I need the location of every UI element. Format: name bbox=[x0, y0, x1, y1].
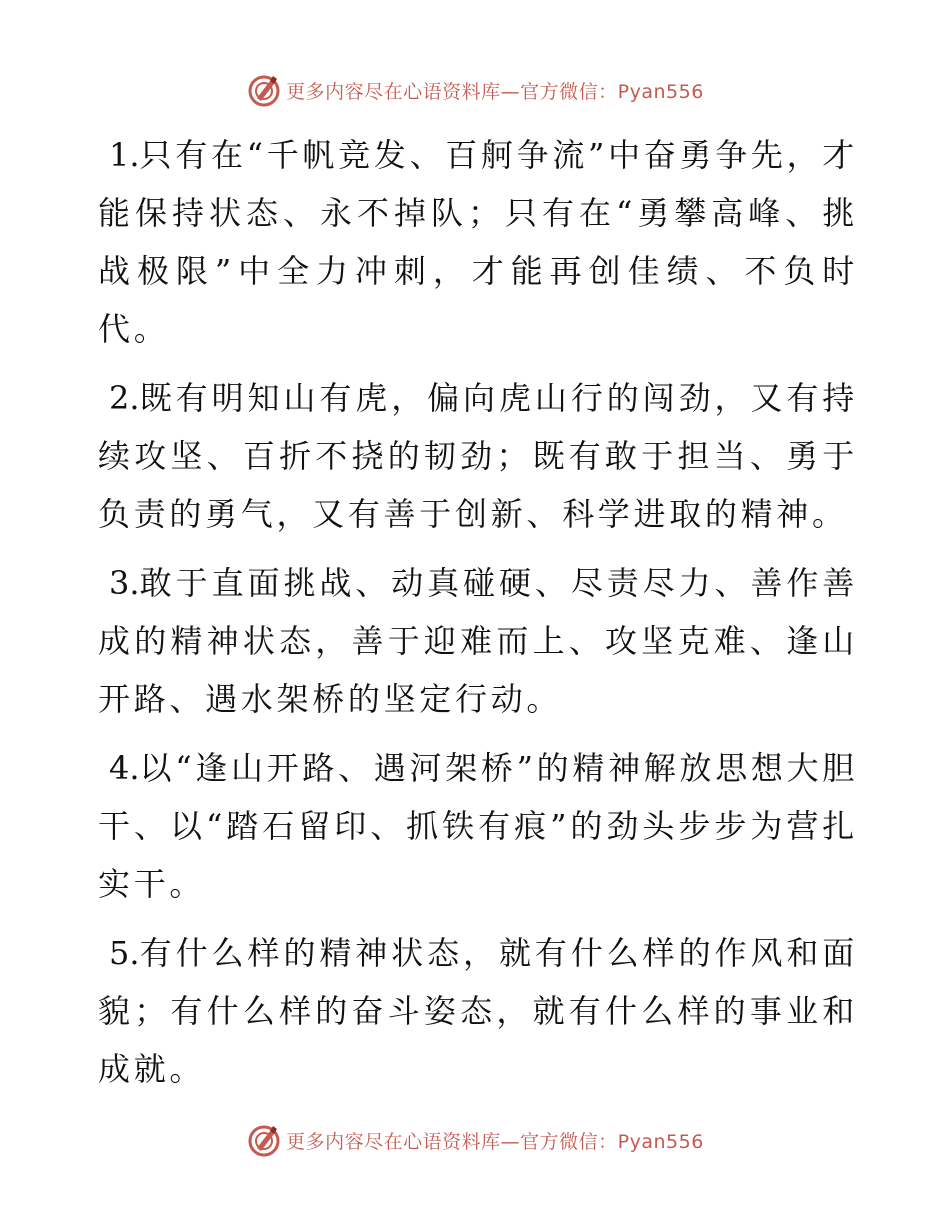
header-banner bbox=[0, 70, 950, 110]
item-text: 有什么样的精神状态，就有什么样的作风和面貌；有什么样的奋斗姿态，就有什么样的事业和成就。 bbox=[98, 934, 858, 1088]
item-number: 3. bbox=[109, 564, 140, 602]
item-text: 以“逢山开路、遇河架桥”的精神解放思想大胆干、以“踏石留印、抓铁有痕”的劲头步步为营扎实干。 bbox=[98, 749, 858, 903]
list-item bbox=[98, 924, 858, 1098]
header-banner-text: 更多内容尽在心语资料库—官方微信：Pyan556 bbox=[286, 80, 704, 103]
list-item bbox=[98, 126, 858, 358]
item-text: 敢于直面挑战、动真碰硬、尽责尽力、善作善成的精神状态，善于迎难而上、攻坚克难、逢山开路、遇水架桥的坚定行动。 bbox=[98, 564, 858, 718]
list-item bbox=[98, 739, 858, 913]
list-item bbox=[98, 369, 858, 543]
footer-banner bbox=[0, 1120, 950, 1160]
document-body bbox=[98, 126, 858, 1109]
item-number: 1. bbox=[109, 136, 140, 174]
item-text: 只有在“千帆竞发、百舸争流”中奋勇争先，才能保持状态、永不掉队；只有在“勇攀高峰、挑战极限”中全力冲刺，才能再创佳绩、不负时代。 bbox=[98, 136, 858, 348]
item-number: 4. bbox=[109, 749, 140, 787]
item-number: 5. bbox=[109, 934, 140, 972]
pen-logo-icon bbox=[246, 1122, 282, 1158]
pen-logo-icon bbox=[246, 72, 282, 108]
footer-banner-text: 更多内容尽在心语资料库—官方微信：Pyan556 bbox=[286, 1130, 704, 1153]
list-item bbox=[98, 554, 858, 728]
item-text: 既有明知山有虎，偏向虎山行的闯劲，又有持续攻坚、百折不挠的韧劲；既有敢于担当、勇于负责的勇气，又有善于创新、科学进取的精神。 bbox=[98, 379, 858, 533]
item-number: 2. bbox=[109, 379, 140, 417]
